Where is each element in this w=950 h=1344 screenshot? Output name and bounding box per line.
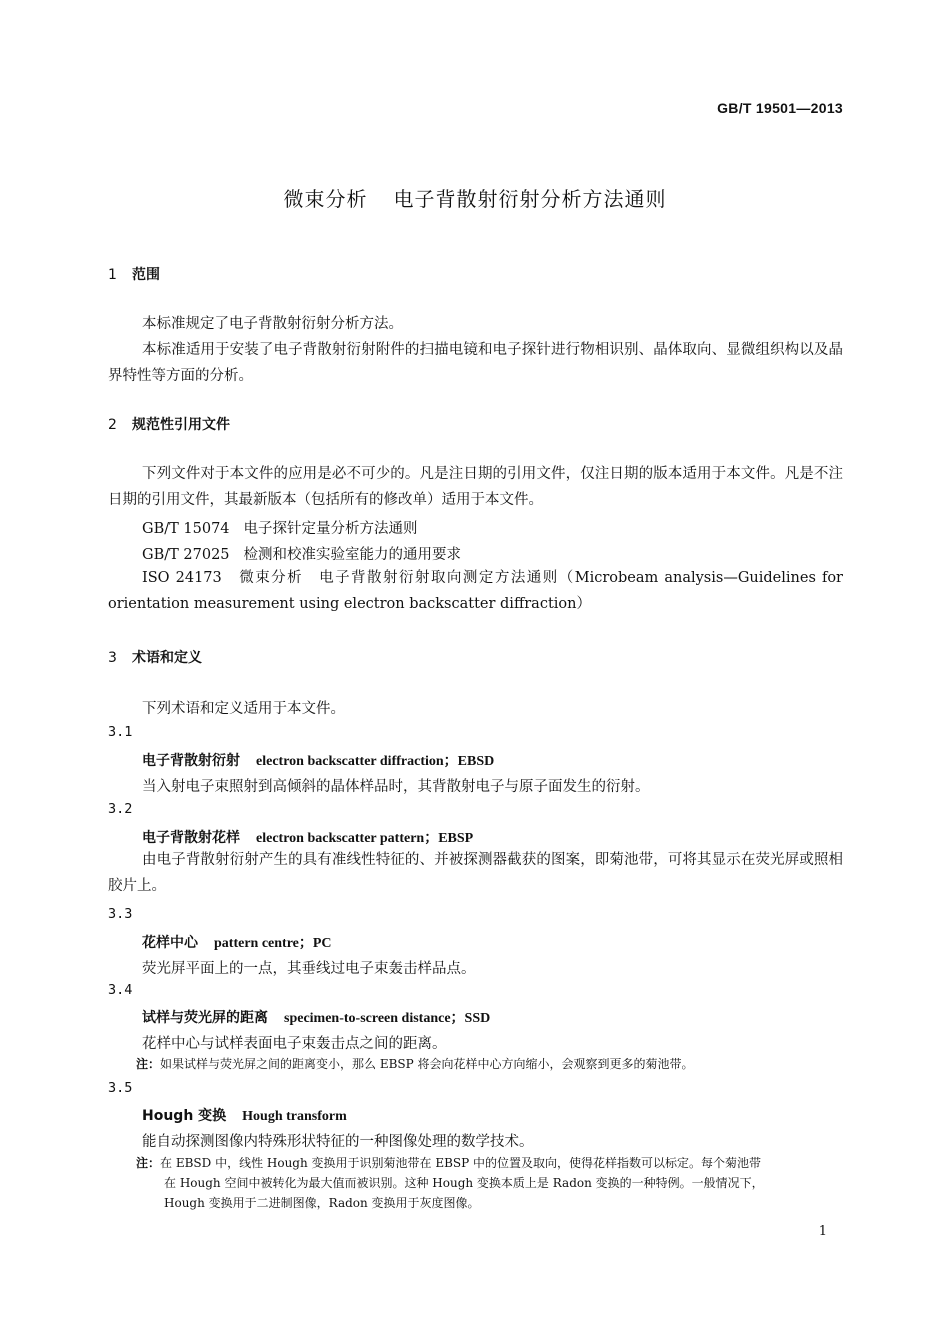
term-note — [136, 1054, 694, 1074]
term-en: Hough transform — [242, 1109, 347, 1124]
term-note — [108, 1153, 843, 1213]
term-definition: 能自动探测图像内特殊形状特征的一种图像处理的数学技术。 — [142, 1134, 534, 1150]
section-number: 1 — [108, 267, 117, 283]
iso-reference: ISO 24173 微束分析 电子背散射衍射取向测定方法通则（Microbeam analysis—Guidelines for orientation measurement using electron backscatter diffraction） — [108, 570, 843, 612]
term-number: 3.2 — [108, 801, 133, 817]
title-part-1: 微束分析 — [283, 187, 368, 211]
normative-references-paragraph: 下列文件对于本文件的应用是必不可少的。凡是注日期的引用文件，仅注日期的版本适用于本文件。凡是不注日期的引用文件，其最新版本（包括所有的修改单）适用于本文件。 — [108, 466, 843, 508]
term-definition: 由电子背散射衍射产生的具有准线性特征的、并被探测器截获的图案，即菊池带，可将其显示在荧光屏或照相胶片上。 — [108, 852, 843, 894]
scope-paragraph-2: 本标准适用于安装了电子背散射衍射附件的扫描电镜和电子探针进行物相识别、晶体取向、显微组织构以及晶界特性等方面的分析。 — [108, 342, 843, 384]
term-en: electron backscatter pattern；EBSP — [256, 831, 474, 846]
term-number: 3.3 — [108, 906, 133, 922]
document-title — [0, 183, 950, 212]
term-cn: 花样中心 — [142, 935, 198, 951]
term-cn: 试样与荧光屏的距离 — [142, 1010, 268, 1026]
term-heading — [142, 932, 332, 952]
note-text: 在 EBSD 中，线性 Hough 变换用于识别菊池带在 EBSP 中的位置及取向，使得花样指数可以标定。每个菊池带 — [160, 1156, 762, 1170]
term-definition: 花样中心与试样表面电子束轰击点之间的距离。 — [142, 1036, 447, 1052]
section-title: 规范性引用文件 — [132, 417, 230, 433]
page-number: 1 — [818, 1224, 827, 1239]
section-title: 范围 — [132, 267, 160, 283]
note-line — [108, 1153, 843, 1173]
term-heading — [142, 1105, 347, 1125]
term-definition: 荧光屏平面上的一点，其垂线过电子束轰击样品点。 — [142, 961, 476, 977]
term-definition: 当入射电子束照射到高倾斜的晶体样品时，其背散射电子与原子面发生的衍射。 — [142, 779, 650, 795]
terms-intro: 下列术语和定义适用于本文件。 — [142, 701, 345, 717]
term-heading — [142, 827, 473, 847]
reference-title: 电子探针定量分析方法通则 — [243, 521, 418, 537]
term-number: 3.1 — [108, 724, 133, 740]
title-part-2: 电子背散射衍射分析方法通则 — [393, 187, 667, 211]
term-cn: Hough 变换 — [142, 1108, 227, 1124]
term-number: 3.4 — [108, 982, 133, 998]
note-line: 在 Hough 空间中被转化为最大值而被识别。这种 Hough 变换本质上是 Radon 变换的一种特例。一般情况下， — [164, 1176, 764, 1190]
reference-code: GB/T 27025 — [142, 547, 230, 563]
section-3-heading — [108, 647, 202, 667]
note-label: 注： — [136, 1057, 161, 1071]
section-1-heading — [108, 264, 160, 284]
term-en: specimen-to-screen distance；SSD — [284, 1011, 491, 1026]
reference-item — [142, 543, 461, 564]
term-number: 3.5 — [108, 1080, 133, 1096]
section-number: 3 — [108, 650, 117, 666]
note-line: Hough 变换用于二进制图像，Radon 变换用于灰度图像。 — [164, 1196, 480, 1210]
standard-code: GB/T 19501—2013 — [717, 100, 843, 116]
term-en: electron backscatter diffraction；EBSD — [256, 754, 495, 769]
section-number: 2 — [108, 417, 117, 433]
term-en: pattern centre；PC — [214, 936, 332, 951]
section-title: 术语和定义 — [132, 650, 202, 666]
term-heading — [142, 1007, 490, 1027]
reference-code: GB/T 15074 — [142, 521, 230, 537]
scope-paragraph-1: 本标准规定了电子背散射衍射分析方法。 — [142, 316, 403, 332]
term-cn: 电子背散射衍射 — [142, 753, 240, 769]
section-2-heading — [108, 414, 230, 434]
term-cn: 电子背散射花样 — [142, 830, 240, 846]
reference-item — [142, 517, 418, 538]
note-label: 注： — [136, 1156, 161, 1170]
reference-title: 检测和校准实验室能力的通用要求 — [243, 547, 462, 563]
note-text: 如果试样与荧光屏之间的距离变小，那么 EBSP 将会向花样中心方向缩小，会观察到更多的菊池带。 — [160, 1057, 694, 1071]
term-heading — [142, 750, 494, 770]
